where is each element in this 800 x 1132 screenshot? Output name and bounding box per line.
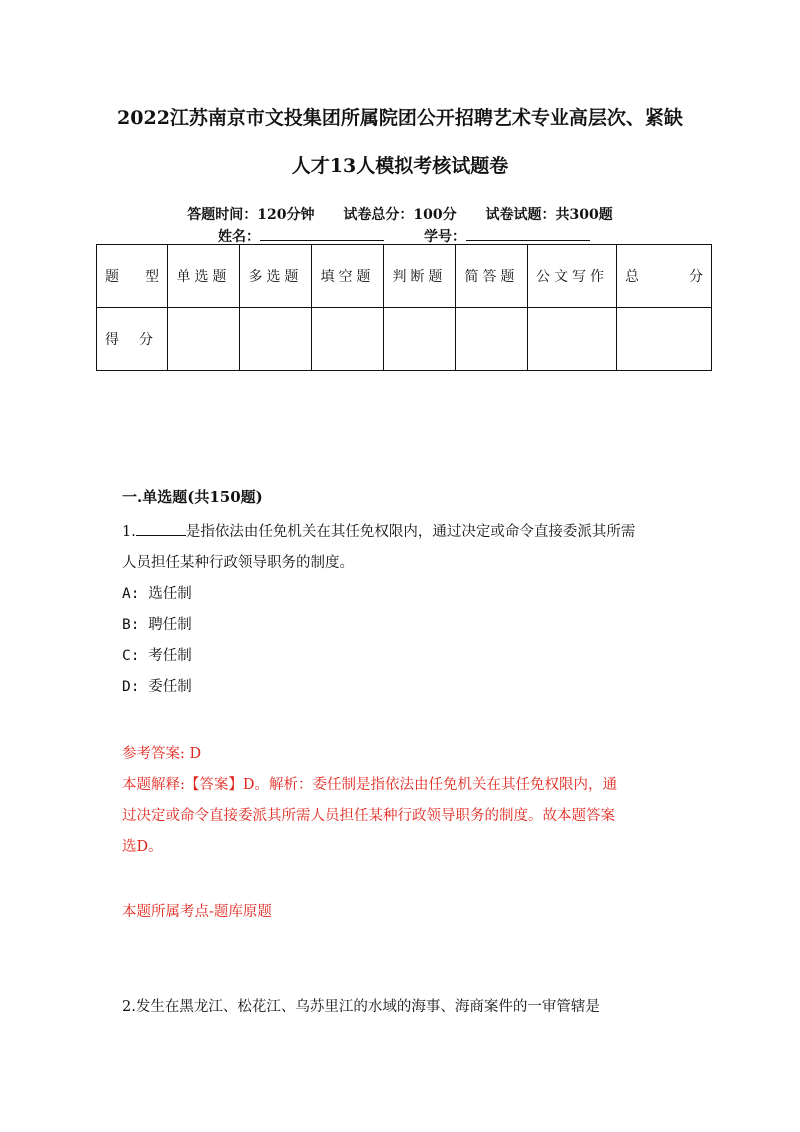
header-true-false: 判断题 [384,245,456,308]
name-label: 姓名： [218,229,260,245]
score-cell-short-answer[interactable] [456,308,528,371]
explanation-line-1: 本题解释:【答案】D。解析：委任制是指依法由任免机关在其任免权限内，通 [122,777,618,793]
score-cell-document-writing[interactable] [528,308,617,371]
document-title [60,94,740,190]
total-score-label [617,245,712,308]
answer-blank [136,521,186,536]
score-cell-single-choice[interactable] [168,308,240,371]
header-document-writing: 公文写作 [528,245,617,308]
question-1-stem [122,517,682,548]
total-char-1: 总 [625,269,639,285]
question-1-source: 本题所属考点-题库原题 [122,904,272,920]
type-char-1: 题 [105,269,119,285]
section-heading: 一.单选题(共150题) [122,488,263,506]
question-2-stem: 2.发生在黑龙江、松花江、乌苏里江的水域的海事、海商案件的一审管辖是 [122,999,600,1015]
question-1-number: 1. [122,524,136,540]
score-char-2: 分 [139,332,153,348]
student-id-label: 学号： [424,229,466,245]
score-table [96,244,712,371]
exam-time: 答题时间：120分钟 [187,207,315,223]
explanation-line-3: 选D。 [122,839,163,855]
header-short-answer: 简答题 [456,245,528,308]
question-1-stem-rest: 是指依法由任免机关在其任免权限内，通过决定或命令直接委派其所需 [185,524,636,540]
score-cell-fill-blank[interactable] [312,308,384,371]
name-field[interactable] [260,228,384,241]
score-cell-multi-choice[interactable] [240,308,312,371]
score-table-header-row [97,245,712,308]
explanation-line-2: 过决定或命令直接委派其所需人员担任某种行政领导职务的制度。故本题答案 [122,808,615,824]
question-1-answer-block [122,739,682,863]
option-d: D: 委任制 [122,679,192,695]
exam-question-count: 试卷试题：共300题 [485,207,613,223]
title-line-2: 人才13人模拟考核试题卷 [291,155,509,177]
score-char-1: 得 [105,332,119,348]
option-a: A: 选任制 [122,586,192,602]
exam-total-score: 试卷总分：100分 [343,207,457,223]
type-char-2: 型 [145,269,159,285]
score-table-score-row [97,308,712,371]
score-cell-total[interactable] [617,308,712,371]
reference-answer: 参考答案: D [122,746,202,762]
exam-meta [0,204,800,224]
header-single-choice: 单选题 [168,245,240,308]
student-info [218,226,590,246]
header-multi-choice: 多选题 [240,245,312,308]
option-b: B: 聘任制 [122,617,192,633]
question-1-stem-line-2: 人员担任某种行政领导职务的制度。 [122,555,354,571]
score-label [97,308,168,371]
question-1 [122,517,682,703]
total-char-2: 分 [689,269,703,285]
header-fill-blank: 填空题 [312,245,384,308]
title-line-1: 2022江苏南京市文投集团所属院团公开招聘艺术专业高层次、紧缺 [117,107,683,129]
question-type-label [97,245,168,308]
option-c: C: 考任制 [122,648,192,664]
student-id-field[interactable] [466,228,590,241]
score-cell-true-false[interactable] [384,308,456,371]
